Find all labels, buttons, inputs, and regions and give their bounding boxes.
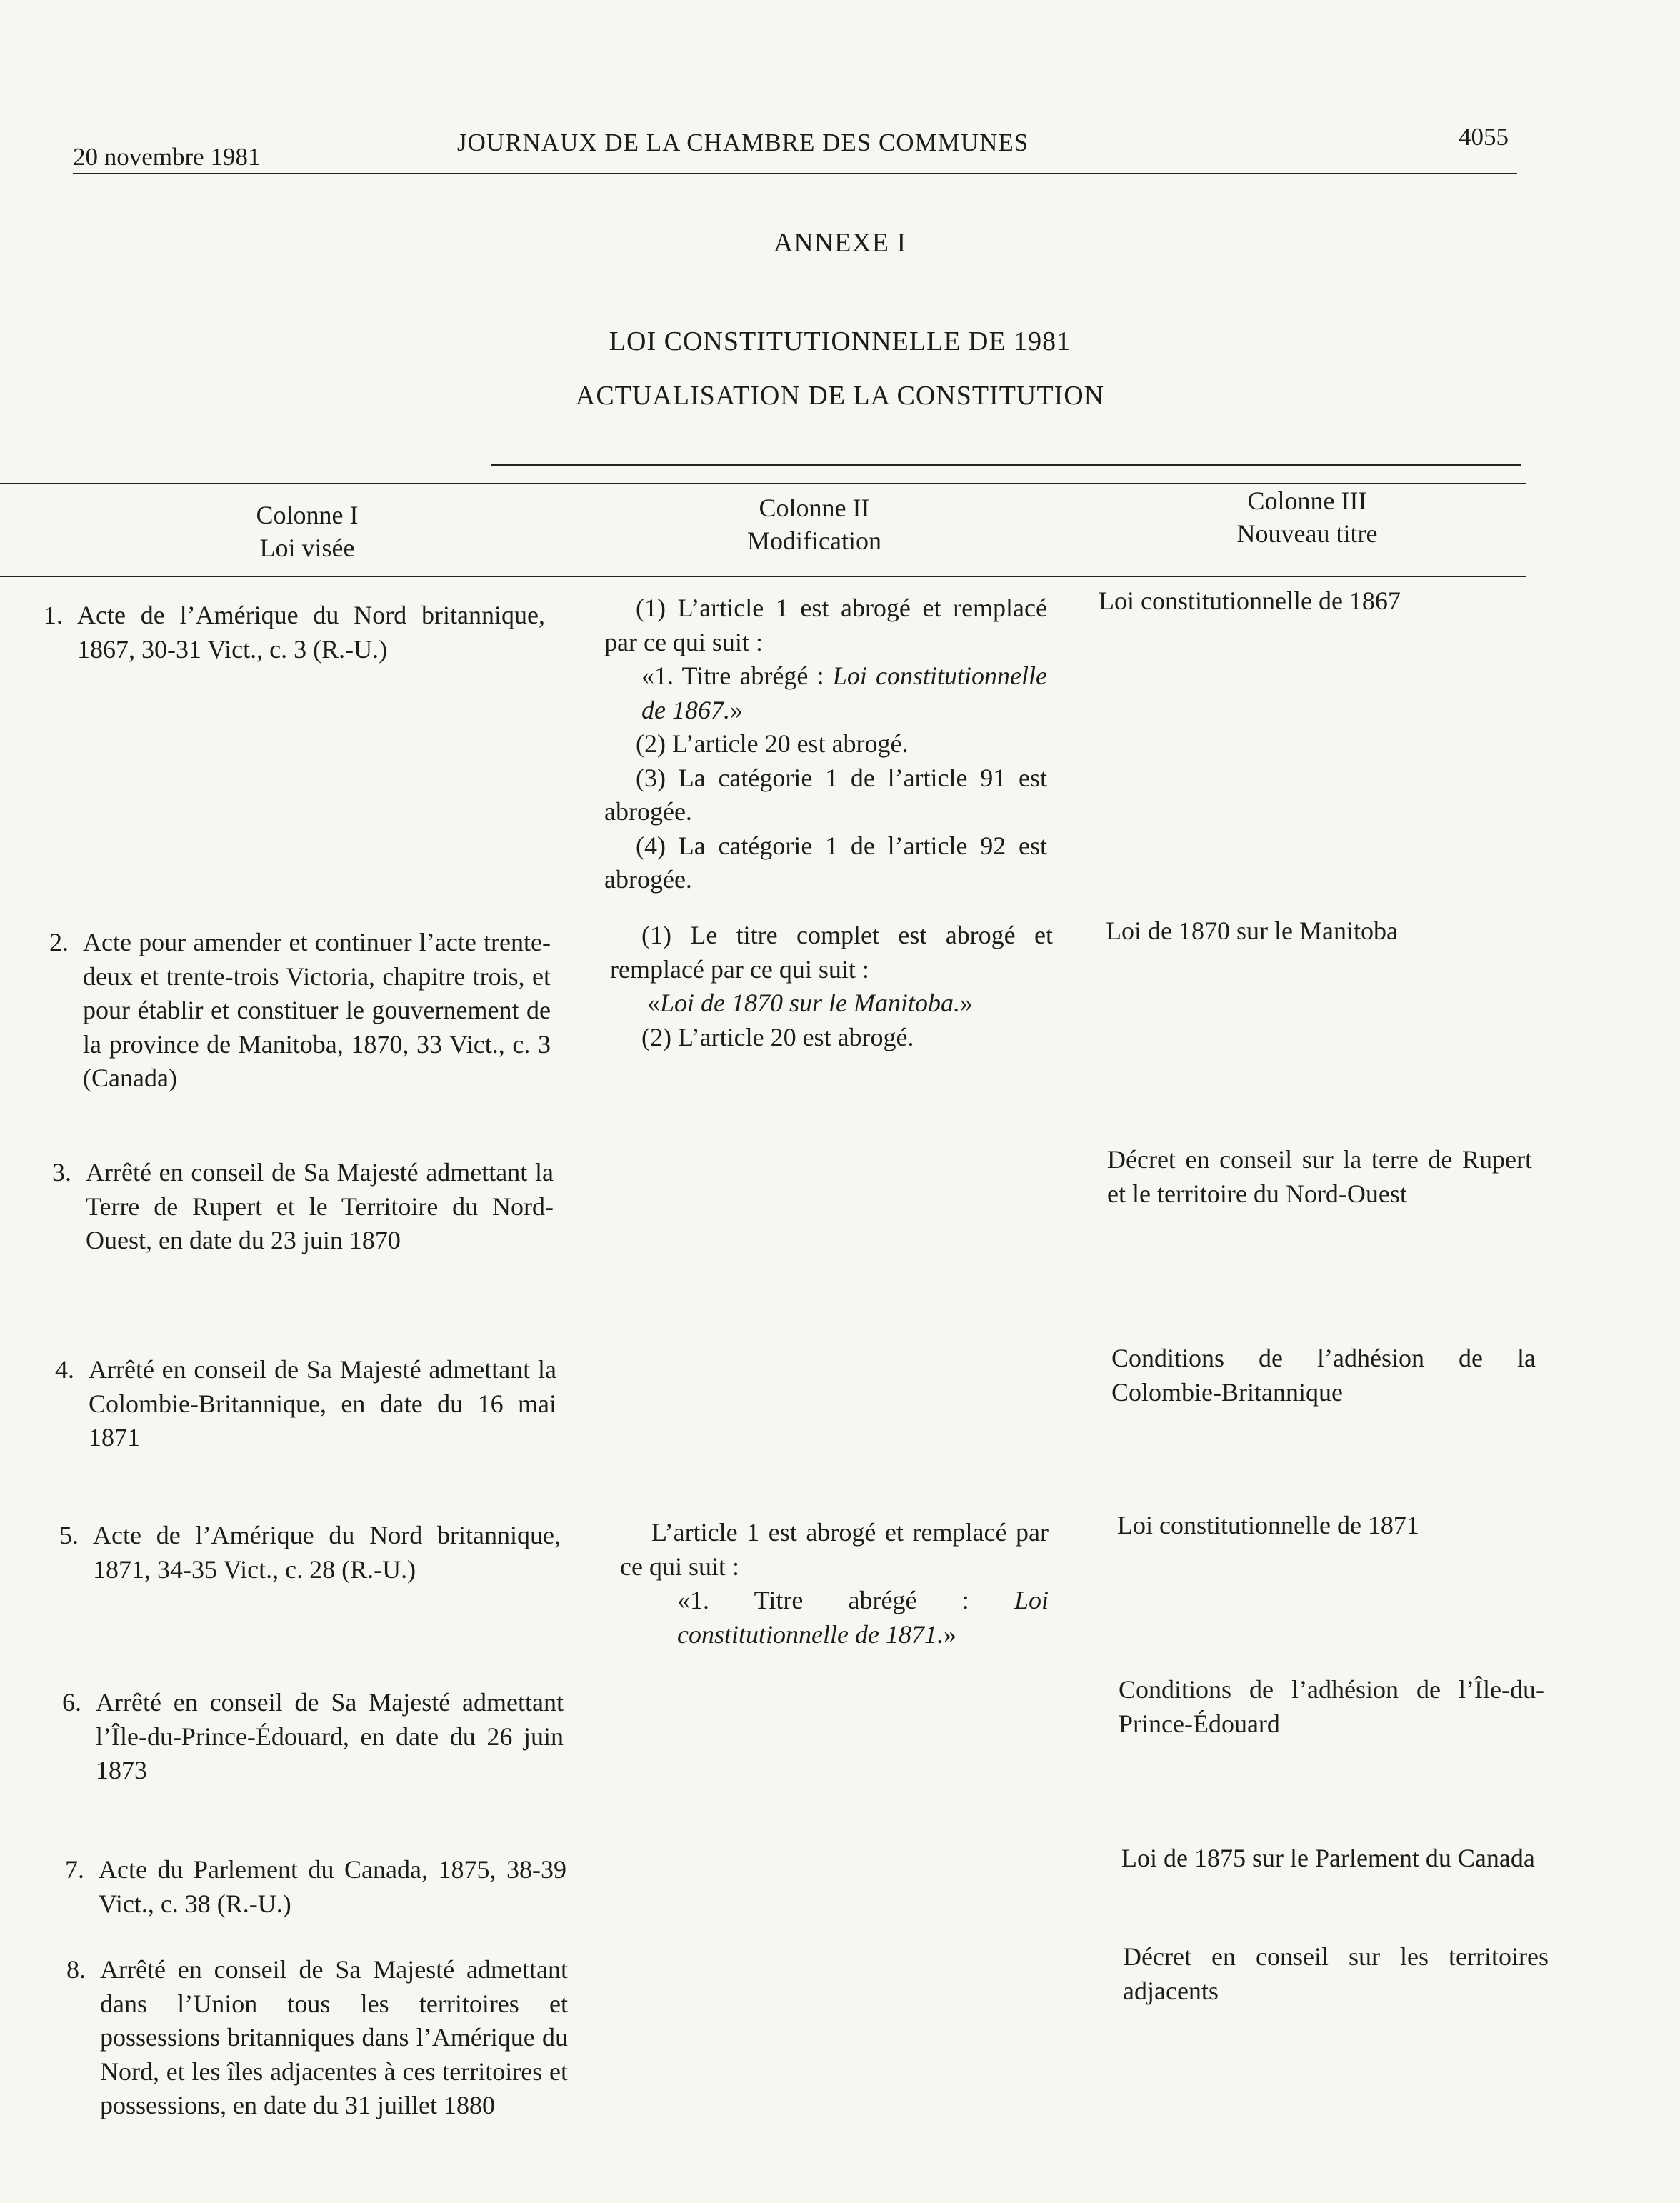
- mod-paragraph: (1) Le titre complet est abrogé et remplacé par ce qui suit :: [610, 921, 1053, 984]
- row-number: 4.: [55, 1355, 74, 1384]
- row-nouveau-titre: Conditions de l’adhésion de l’Île-du-Prince-Édouard: [1119, 1675, 1544, 1738]
- table-row: [62, 1686, 564, 1788]
- mod-quote-prefix: «1. Titre abrégé :: [677, 1586, 1014, 1614]
- column-1-heading: [143, 499, 471, 564]
- row-number: 7.: [65, 1855, 84, 1884]
- column-3-subtitle: Nouveau titre: [1236, 519, 1378, 548]
- row-number: 5.: [59, 1521, 79, 1549]
- column-1-subtitle: Loi visée: [259, 534, 355, 562]
- mod-paragraph: (2) L’article 20 est abrogé.: [641, 1022, 914, 1051]
- row-number: 6.: [62, 1688, 81, 1717]
- header-date: 20 novembre 1981: [73, 143, 261, 171]
- mod-quote-suffix: »: [943, 1619, 956, 1649]
- row-nouveau-titre: Conditions de l’adhésion de la Colombie-Britannique: [1111, 1344, 1536, 1407]
- column-2-heading: [650, 491, 979, 557]
- table-row: [44, 599, 545, 666]
- mod-paragraph: (3) La catégorie 1 de l’article 91 est abrogée.: [604, 763, 1047, 826]
- row-nouveau-titre: Loi constitutionnelle de 1871: [1117, 1511, 1419, 1539]
- table-row: [59, 1519, 561, 1587]
- mod-paragraph: (4) La catégorie 1 de l’article 92 est abrogée.: [604, 831, 1047, 894]
- mod-quote-prefix: «: [647, 989, 660, 1017]
- header-journal-title: JOURNAUX DE LA CHAMBRE DES COMMUNES: [457, 129, 1029, 156]
- mod-paragraph: L’article 1 est abrogé et remplacé par ce qui suit :: [620, 1518, 1049, 1581]
- row-number: 1.: [44, 601, 63, 629]
- row-modification: [610, 919, 1053, 1054]
- row-nouveau-titre: Loi constitutionnelle de 1867: [1099, 586, 1401, 615]
- row-number: 2.: [49, 928, 69, 956]
- table-row: [65, 1853, 566, 1921]
- row-loi: Arrêté en conseil de Sa Majesté admettant la Terre de Rupert et le Territoire du Nord-Ouest, en date du 23 juin 1870: [86, 1158, 554, 1254]
- table-row: [52, 1156, 554, 1258]
- column-2-title: Colonne II: [759, 494, 870, 522]
- header-rule: [73, 173, 1517, 174]
- actualisation-title: ACTUALISATION DE LA CONSTITUTION: [575, 381, 1105, 411]
- loi-title: LOI CONSTITUTIONNELLE DE 1981: [609, 326, 1071, 356]
- row-loi: Acte de l’Amérique du Nord britannique, 1867, 30-31 Vict., c. 3 (R.-U.): [77, 601, 545, 664]
- mod-paragraph: (1) L’article 1 est abrogé et remplacé par ce qui suit :: [604, 594, 1047, 656]
- row-modification: [620, 1516, 1049, 1652]
- mod-quote-title: Loi constitutionnelle de 1871.: [677, 1586, 1049, 1649]
- row-modification: [604, 591, 1047, 897]
- table-row: [55, 1353, 556, 1455]
- row-loi: Arrêté en conseil de Sa Majesté admettant la Colombie-Britannique, en date du 16 mai 1871: [89, 1355, 556, 1452]
- mod-quote: [610, 986, 1053, 1021]
- row-loi: Arrêté en conseil de Sa Majesté admettant l’Île-du-Prince-Édouard, en date du 26 juin 1873: [96, 1688, 564, 1784]
- row-loi: Acte pour amender et continuer l’acte trente-deux et trente-trois Victoria, chapitre trois, et pour établir et constituer le gouvernement de la province de Manitoba, 1870, 33 Vict., c. 3 (Canada): [83, 928, 551, 1092]
- annexe-title: ANNEXE I: [773, 228, 907, 258]
- table-row: [66, 1953, 568, 2123]
- column-2-subtitle: Modification: [747, 526, 881, 555]
- mod-paragraph: (2) L’article 20 est abrogé.: [636, 729, 909, 758]
- row-loi: Acte de l’Amérique du Nord britannique, 1871, 34-35 Vict., c. 28 (R.-U.): [93, 1521, 561, 1584]
- row-number: 3.: [52, 1158, 71, 1187]
- row-number: 8.: [66, 1955, 86, 1984]
- mod-quote-suffix: »: [729, 695, 743, 724]
- column-3-heading: [1143, 484, 1471, 550]
- mod-quote: [620, 1584, 1049, 1652]
- table-row: [49, 926, 551, 1096]
- mod-quote-suffix: »: [960, 989, 973, 1017]
- row-nouveau-titre: Décret en conseil sur les territoires adjacents: [1123, 1942, 1549, 2005]
- row-nouveau-titre: Loi de 1870 sur le Manitoba: [1106, 916, 1398, 945]
- table-top-rule-upper: [491, 464, 1521, 466]
- mod-quote-prefix: «1. Titre abrégé :: [641, 661, 833, 690]
- mod-quote-title: Loi de 1870 sur le Manitoba.: [660, 989, 960, 1017]
- mod-quote-title: Loi constitutionnelle de 1867.: [641, 661, 1047, 724]
- header-page-number: 4055: [1459, 123, 1509, 151]
- mod-quote: [604, 659, 1047, 727]
- row-nouveau-titre: Loi de 1875 sur le Parlement du Canada: [1121, 1844, 1535, 1872]
- column-3-title: Colonne III: [1247, 486, 1367, 515]
- row-loi: Acte du Parlement du Canada, 1875, 38-39 Vict., c. 38 (R.-U.): [99, 1855, 566, 1918]
- row-nouveau-titre: Décret en conseil sur la terre de Rupert et le territoire du Nord-Ouest: [1107, 1145, 1532, 1208]
- row-loi: Arrêté en conseil de Sa Majesté admettant dans l’Union tous les territoires et possessions britanniques dans l’Amérique du Nord, et les îles adjacentes à ces territoires et possessions, en date du 31 juillet 1880: [100, 1955, 568, 2119]
- column-1-title: Colonne I: [256, 501, 359, 529]
- table-header-rule: [0, 576, 1526, 577]
